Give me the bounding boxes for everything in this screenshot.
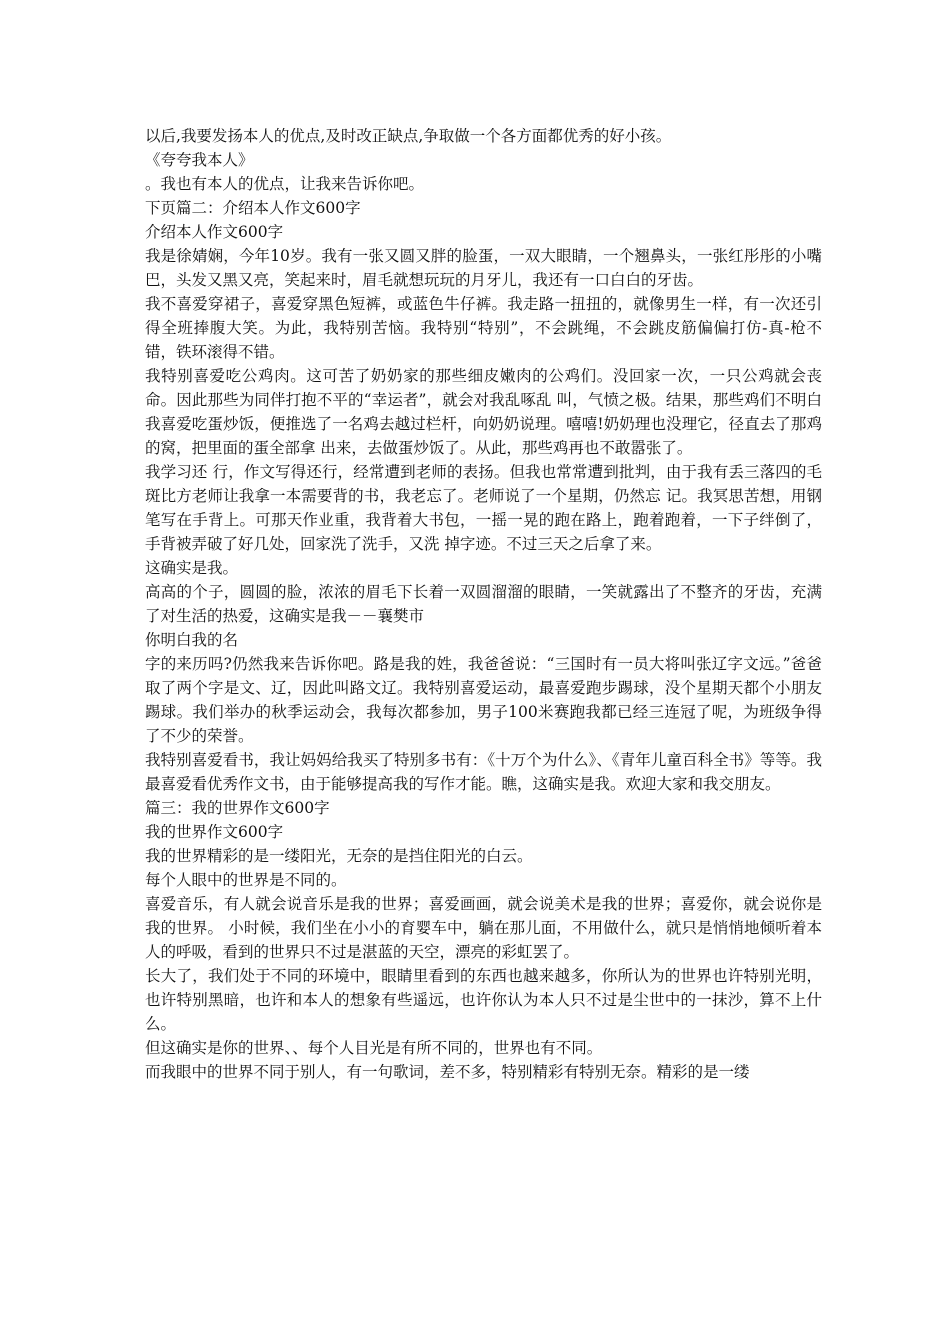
paragraph: 我是徐婧娴，今年10岁。我有一张又圆又胖的脸蛋，一双大眼睛，一个翘鼻头，一张红彤彤的小嘴巴，头发又黑又亮，笑起来时，眉毛就想玩玩的月牙儿，我还有一口白白的牙齿。: [145, 247, 822, 289]
paragraph: 我的世界精彩的是一缕阳光，无奈的是挡住阳光的白云。: [145, 847, 533, 865]
paragraph: 。我也有本人的优点，让我来告诉你吧。: [145, 175, 425, 193]
paragraph: 这确实是我。: [145, 559, 239, 577]
paragraph: 而我眼中的世界不同于别人，有一句歌词，差不多，特别精彩有特别无奈。精彩的是一缕: [145, 1063, 750, 1081]
paragraph: 我学习还 行，作文写得还行，经常遭到老师的表扬。但我也常常遭到批判，由于我有丢三落四的毛斑比方老师让我拿一本需要背的书，我老忘了。老师说了一个星期，仍然忘 记。我冥思苦想，用钢笔写在手背上。可那天作业重，我背着大书包，一摇一晃的跑在路上，跑着跑着，一下子绊倒了，手背被弄破了好几处，回家洗了洗手，又洗 掉字迹。不过三天之后拿了来。: [145, 463, 822, 553]
paragraph: 但这确实是你的世界、、每个人目光是有所不同的，世界也有不同。: [145, 1039, 603, 1057]
paragraph: 喜爱音乐，有人就会说音乐是我的世界；喜爱画画，就会说美术是我的世界；喜爱你，就会说你是我的世界。 小时候，我们坐在小小的育婴车中，躺在那儿面，不用做什么，就只是悄悄地倾听着本人的呼吸，看到的世界只不过是湛蓝的天空，漂亮的彩虹罢了。: [145, 895, 822, 961]
paragraph: 你明白我的名: [145, 631, 239, 649]
paragraph: 我特别喜爱看书，我让妈妈给我买了特别多书有：《十万个为什么》、《青年儿童百科全书》等等。我最喜爱看优秀作文书，由于能够提高我的写作才能。瞧，这确实是我。欢迎大家和我交朋友。: [145, 751, 822, 793]
document-body: [145, 124, 822, 1084]
paragraph: 字的来历吗?仍然我来告诉你吧。路是我的姓，我爸爸说：“三国时有一员大将叫张辽字文远。”爸爸取了两个字是文、辽，因此叫路文辽。我特别喜爱运动，最喜爱跑步踢球，没个星期天都个小朋友踢球。我们举办的秋季运动会，我每次都参加，男子100米赛跑我都已经三连冠了呢，为班级争得了不少的荣誉。: [145, 655, 822, 745]
paragraph: 《夸夸我本人》: [145, 151, 254, 169]
paragraph: 长大了，我们处于不同的环境中，眼睛里看到的东西也越来越多，你所认为的世界也许特别光明，也许特别黑暗，也许和本人的想象有些遥远，也许你认为本人只不过是尘世中的一抹沙，算不上什么。: [145, 967, 822, 1033]
paragraph: 我不喜爱穿裙子，喜爱穿黑色短裤，或蓝色牛仔裤。我走路一扭扭的，就像男生一样，有一次还引得全班捧腹大笑。为此，我特别苦恼。我特别“特别”，不会跳绳，不会跳皮筋偏偏打仿-真-枪不错，铁环滚得不错。: [145, 295, 822, 361]
paragraph: 每个人眼中的世界是不同的。: [145, 871, 347, 889]
paragraph: 高高的个子，圆圆的脸，浓浓的眉毛下长着一双圆溜溜的眼睛，一笑就露出了不整齐的牙齿，充满了对生活的热爱，这确实是我－－襄樊市: [145, 583, 822, 625]
section-heading: 下页篇二：介绍本人作文600字: [145, 199, 361, 217]
section-heading: 篇三：我的世界作文600字: [145, 799, 330, 817]
paragraph: 以后,我要发扬本人的优点,及时改正缺点,争取做一个各方面都优秀的好小孩。: [145, 127, 672, 145]
article-title: 我的世界作文600字: [145, 823, 284, 841]
paragraph: 我特别喜爱吃公鸡肉。这可苦了奶奶家的那些细皮嫩肉的公鸡们。没回家一次，一只公鸡就会丧命。因此那些为同伴打抱不平的“幸运者”，就会对我乱啄乱 叫，气愤之极。结果，那些鸡们不明白我喜爱吃蛋炒饭，便推选了一名鸡去越过栏杆，向奶奶说理。嘻嘻!奶奶理也没理它，径直去了那鸡的窝，把里面的蛋全部拿 出来，去做蛋炒饭了。从此，那些鸡再也不敢嚣张了。: [145, 367, 822, 457]
article-title: 介绍本人作文600字: [145, 223, 284, 241]
